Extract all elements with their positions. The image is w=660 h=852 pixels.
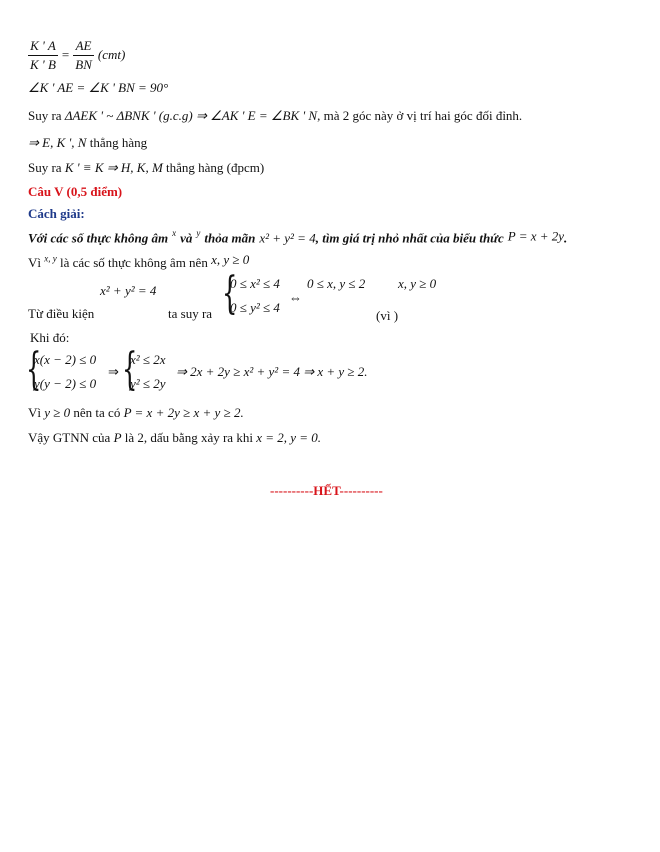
text: Khi đó: — [30, 330, 70, 345]
text: ta suy ra — [168, 306, 213, 321]
text: là các số thực không âm nên — [60, 255, 208, 270]
answer-line — [28, 430, 321, 446]
collinear-line — [28, 135, 147, 151]
text: nên ta có — [73, 405, 121, 420]
iff-arrow: ⇔ — [289, 290, 302, 305]
formula: P = x + 2y ≥ x + y ≥ 2. — [123, 405, 244, 420]
solution-heading: Cách giải: — [28, 206, 85, 221]
system-row-2: 0 ≤ y² ≤ 4 — [230, 300, 280, 315]
equals-sign: = — [61, 47, 70, 63]
fraction-denominator: K ' B — [30, 57, 56, 72]
fraction-numerator: K ' A — [28, 38, 58, 56]
text: thẳng hàng (đpcm) — [166, 160, 265, 175]
final-inequality-line — [28, 405, 244, 421]
text: là — [124, 430, 135, 445]
fraction-numerator: AE — [73, 38, 94, 56]
question-heading: Câu V (0,5 điểm) — [28, 184, 123, 199]
system-row-1: 0 ≤ x² ≤ 4 — [230, 276, 280, 291]
left-brace: { — [26, 344, 42, 395]
angle-equation: ∠K ' AE = ∠K ' BN = 90° — [28, 80, 169, 95]
problem-statement — [28, 228, 567, 247]
formula: x² + y² = 4 — [259, 230, 316, 246]
text: và — [180, 230, 193, 246]
similar-triangles-line — [28, 108, 522, 124]
range-formula: 0 ≤ x, y ≤ 2 — [307, 276, 366, 291]
formula: y ≥ 0 — [44, 405, 71, 420]
system-row-2: y(y − 2) ≤ 0 — [34, 376, 97, 391]
text: Vì — [28, 255, 41, 270]
var-x: x — [172, 228, 177, 238]
fraction-denominator: BN — [75, 57, 92, 72]
left-brace: { — [222, 268, 238, 319]
text: , mà 2 góc này ở vị trí hai góc đối đỉnh. — [317, 108, 523, 123]
var-y: y — [196, 228, 201, 238]
condition-equation: x² + y² = 4 — [100, 283, 157, 298]
formula: ⇒ 2x + 2y ≥ x² + y² = 4 ⇒ x + y ≥ 2. — [176, 364, 368, 379]
formula: ΔAEK ' ~ ΔBNK ' (g.c.g) ⇒ ∠AK ' E = ∠BK ' N — [64, 108, 318, 123]
text: thỏa mãn — [204, 230, 256, 246]
system-row-1: x(x − 2) ≤ 0 — [34, 352, 97, 367]
fraction-ae-bn — [73, 38, 94, 73]
nonneg-formula: x, y ≥ 0 — [398, 276, 437, 291]
text: Từ điều kiện — [28, 306, 95, 321]
ratio-equation — [28, 38, 125, 73]
reason-parenthesis: (vì ) — [376, 308, 399, 323]
text: Vậy GTNN của — [28, 430, 111, 445]
conclusion-line — [28, 160, 264, 176]
text: Vì — [28, 405, 41, 420]
cmt-note: (cmt) — [97, 47, 126, 63]
text: Với các số thực không âm — [28, 230, 169, 246]
system-row-1: x² ≤ 2x — [130, 352, 166, 367]
formula: x = 2, y = 0. — [256, 430, 322, 445]
text: . — [564, 230, 568, 246]
formula: x, y ≥ 0 — [211, 252, 250, 267]
formula: ⇒ E, K ', N — [28, 135, 87, 150]
formula: K ' ≡ K ⇒ H, K, M — [64, 160, 163, 175]
fraction-ka-kb — [28, 38, 58, 73]
var-p: P — [113, 430, 122, 445]
end-marker: ----------HẾT---------- — [270, 483, 383, 498]
nonneg-line — [28, 252, 249, 271]
text: Suy ra — [28, 160, 62, 175]
text: Suy ra — [28, 108, 62, 123]
text: thẳng hàng — [89, 135, 148, 150]
implies-arrow: ⇒ — [108, 364, 119, 379]
system-row-2: y² ≤ 2y — [130, 376, 166, 391]
formula: x, y — [44, 253, 57, 264]
text: , tìm giá trị nhỏ nhất của biểu thức — [315, 230, 504, 246]
left-brace: { — [122, 344, 138, 395]
text: , dấu bằng xảy ra khi — [143, 430, 253, 445]
value-two: 2 — [137, 430, 144, 445]
formula: P = x + 2y — [507, 228, 565, 244]
